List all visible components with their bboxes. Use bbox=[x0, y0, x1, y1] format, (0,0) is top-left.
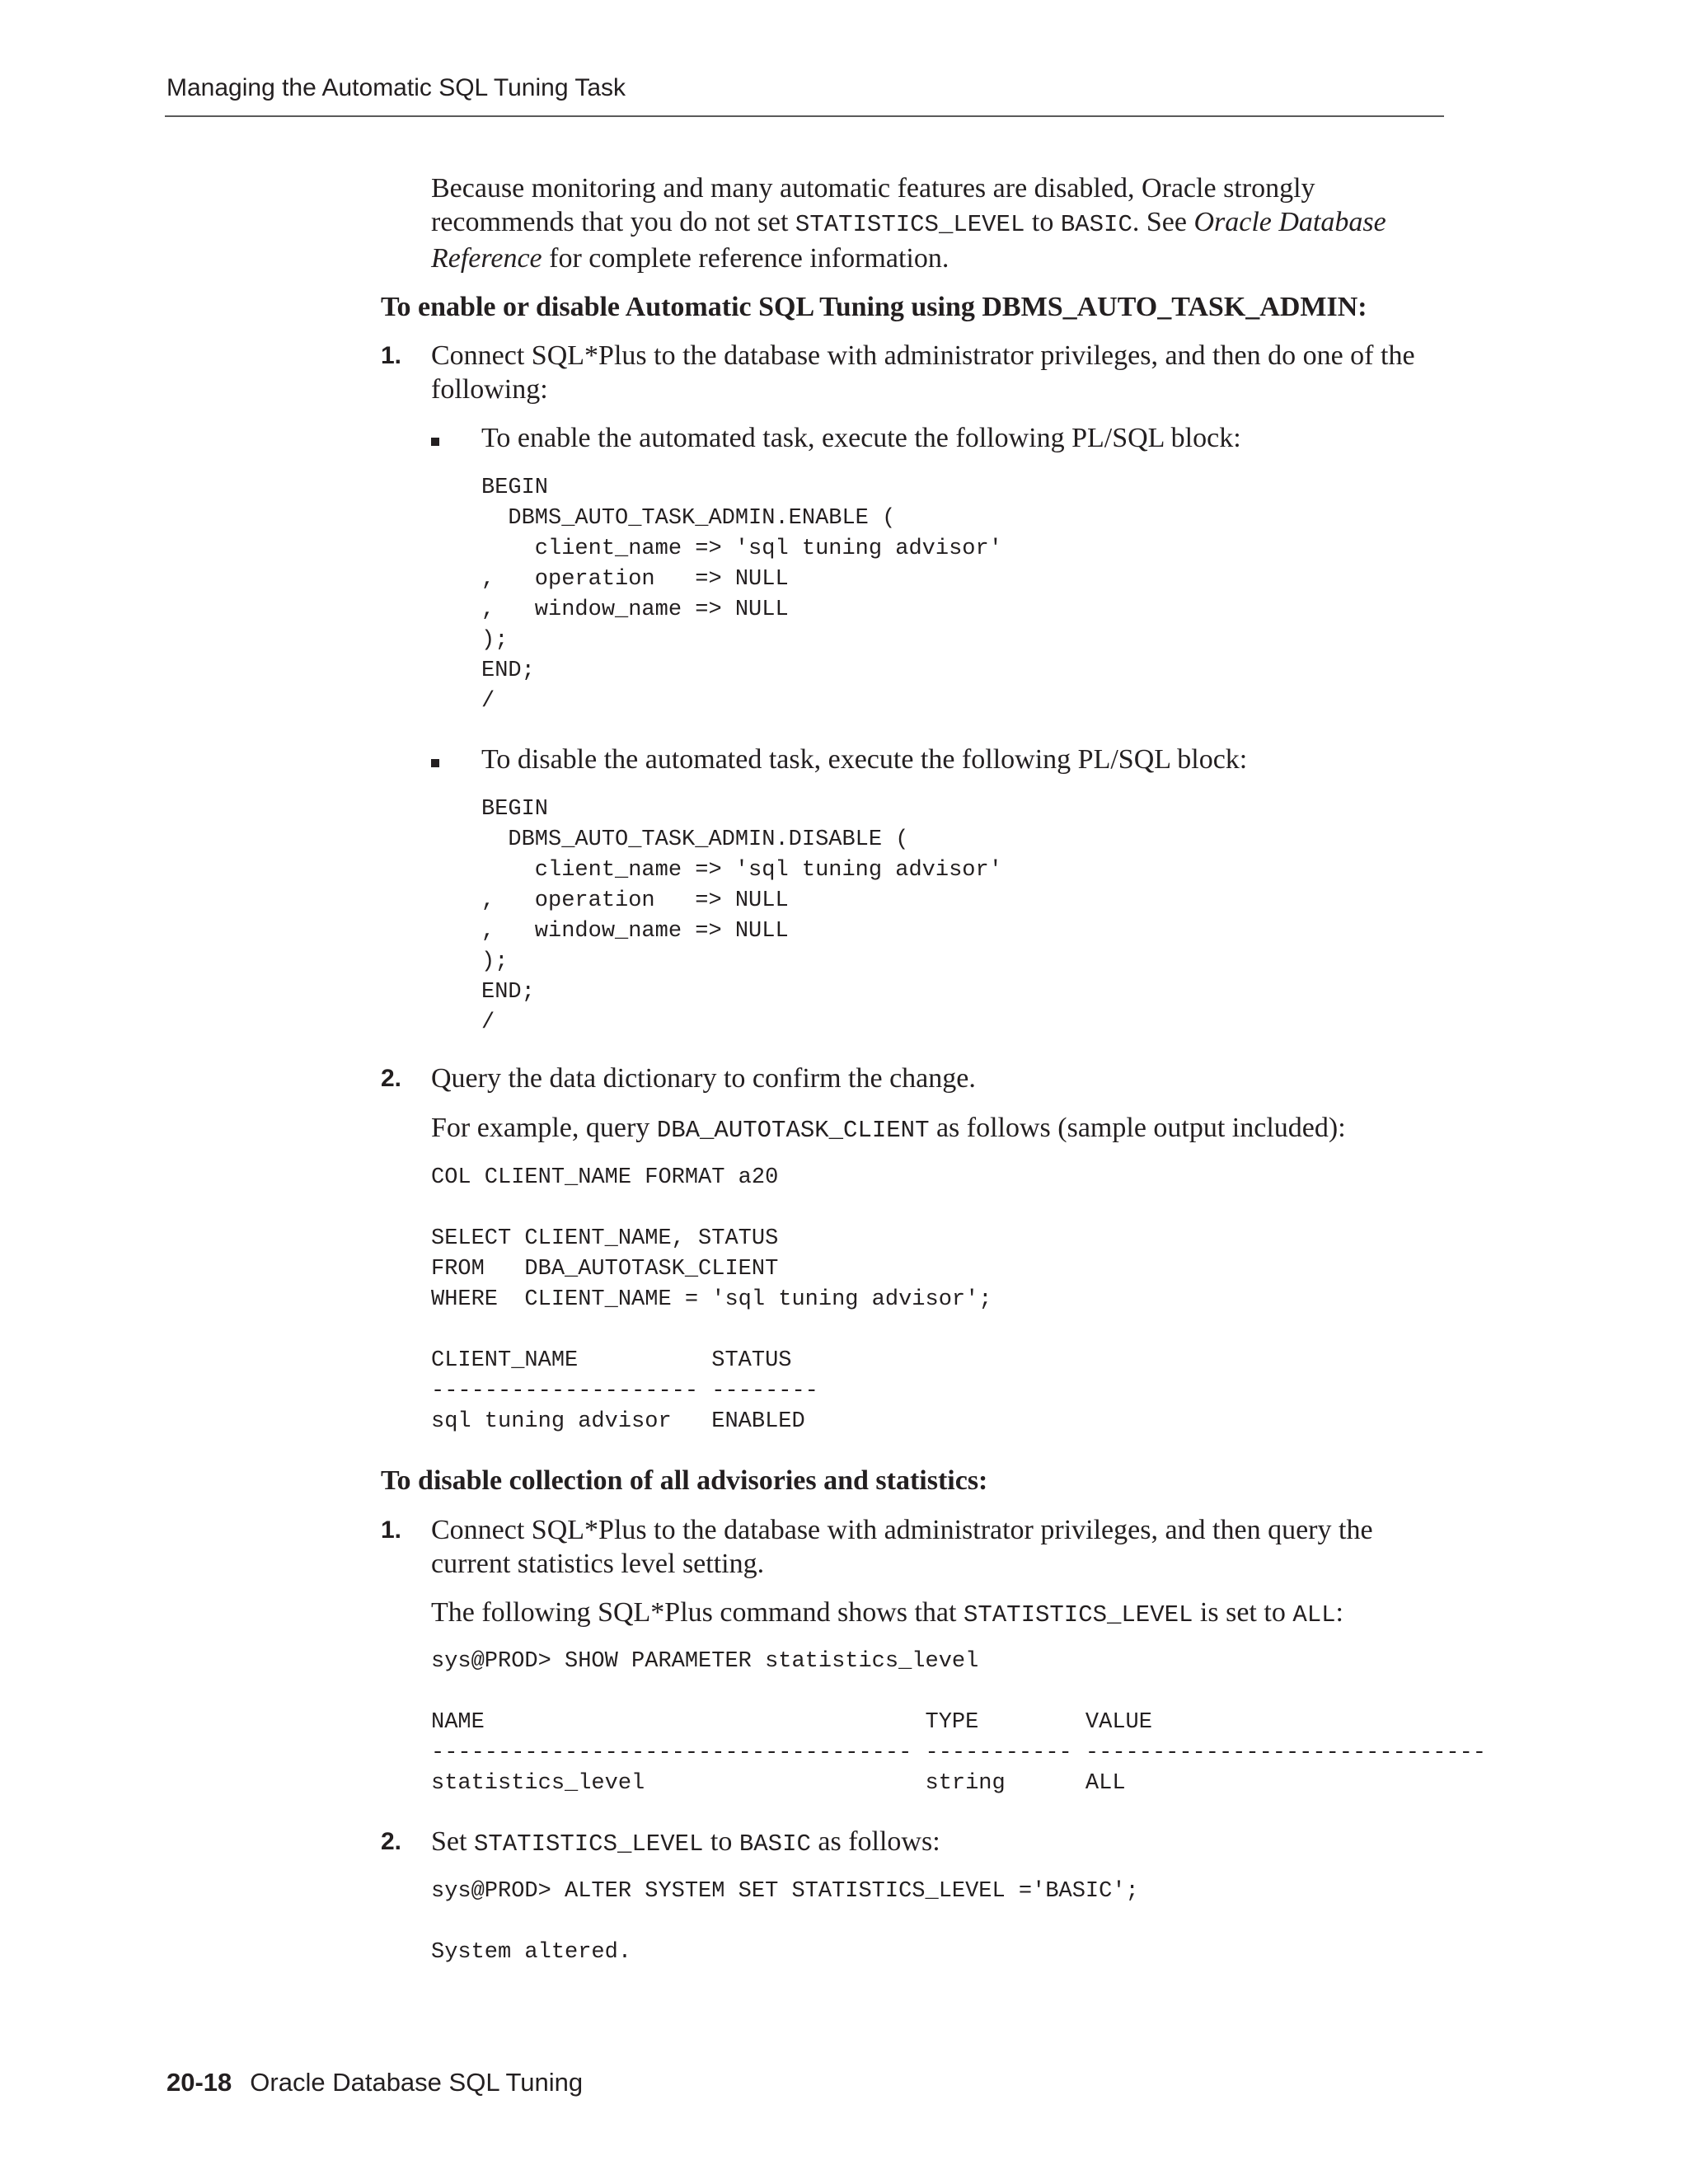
bullet-square-icon bbox=[431, 438, 439, 446]
section-heading-disable-collection: To disable collection of all advisories and statistics: bbox=[381, 1465, 988, 1496]
shows-text: : bbox=[1335, 1597, 1343, 1628]
section-heading-enable-disable: To enable or disable Automatic SQL Tuning using DBMS_AUTO_TASK_ADMIN: bbox=[381, 292, 1367, 322]
example-paragraph bbox=[431, 1111, 1445, 1147]
set-code-basic: BASIC bbox=[738, 1830, 811, 1858]
set-paragraph bbox=[431, 1825, 1445, 1861]
intro-text: . See bbox=[1132, 207, 1194, 237]
example-text: For example, query bbox=[431, 1113, 657, 1143]
set-code-statistics-level: STATISTICS_LEVEL bbox=[473, 1830, 704, 1858]
intro-code-statistics-level: STATISTICS_LEVEL bbox=[795, 211, 1025, 238]
example-text: as follows (sample output included): bbox=[929, 1113, 1346, 1143]
shows-text: is set to bbox=[1193, 1597, 1293, 1628]
code-block-alter-system: sys@PROD> ALTER SYSTEM SET STATISTICS_LEVEL ='BASIC'; System altered. bbox=[431, 1879, 1139, 1965]
intro-reference-title: Oracle Database Reference bbox=[431, 207, 1386, 274]
page-number: 20-18 bbox=[166, 2068, 232, 2097]
step-number: 1. bbox=[381, 342, 402, 369]
shows-code-all: ALL bbox=[1292, 1601, 1336, 1629]
step-number: 1. bbox=[381, 1516, 402, 1544]
shows-paragraph bbox=[431, 1596, 1445, 1632]
shows-code-statistics-level: STATISTICS_LEVEL bbox=[963, 1601, 1193, 1629]
step-text: Connect SQL*Plus to the database with administrator privileges, and then query the current statistics level setting. bbox=[431, 1515, 1373, 1579]
code-block-show-parameter: sys@PROD> SHOW PARAMETER statistics_level NAME TYPE VALUE ------------------------------------ ----------- ------------------------------ statistics_level string ALL bbox=[431, 1649, 1487, 1796]
code-block-query: COL CLIENT_NAME FORMAT a20 SELECT CLIENT_NAME, STATUS FROM DBA_AUTOTASK_CLIENT WHERE CLIENT_NAME = 'sql tuning advisor'; CLIENT_NAME STATUS -------------------- -------- sql tuning advisor ENABLED bbox=[431, 1165, 992, 1434]
bullet-text-disable: To disable the automated task, execute the following PL/SQL block: bbox=[481, 744, 1248, 775]
bullet-square-icon bbox=[431, 759, 439, 767]
set-text: as follows: bbox=[810, 1826, 940, 1857]
step-number: 2. bbox=[381, 1828, 402, 1855]
code-block-disable: BEGIN DBMS_AUTO_TASK_ADMIN.DISABLE ( client_name => 'sql tuning advisor' , operation => NULL , window_name => NULL ); END; / bbox=[481, 797, 1002, 1035]
intro-text: to bbox=[1025, 207, 1061, 237]
code-block-enable: BEGIN DBMS_AUTO_TASK_ADMIN.ENABLE ( client_name => 'sql tuning advisor' , operation => NULL , window_name => NULL ); END; / bbox=[481, 476, 1002, 714]
header-rule bbox=[165, 115, 1444, 117]
intro-text: Because monitoring and many automatic features are disabled, Oracle strongly recommends that you do not set bbox=[431, 173, 1315, 237]
intro-text: for complete reference information. bbox=[542, 243, 950, 274]
set-text: to bbox=[703, 1826, 739, 1857]
step-text: Query the data dictionary to confirm the change. bbox=[431, 1063, 976, 1094]
intro-paragraph bbox=[431, 171, 1445, 275]
shows-text: The following SQL*Plus command shows that bbox=[431, 1597, 964, 1628]
page-footer bbox=[166, 2068, 583, 2097]
running-header-title: Managing the Automatic SQL Tuning Task bbox=[166, 74, 626, 101]
intro-code-basic: BASIC bbox=[1060, 211, 1132, 238]
set-text: Set bbox=[431, 1826, 474, 1857]
book-title: Oracle Database SQL Tuning bbox=[250, 2068, 584, 2097]
step-text: Connect SQL*Plus to the database with administrator privileges, and then do one of the following: bbox=[431, 340, 1415, 405]
example-code-view-name: DBA_AUTOTASK_CLIENT bbox=[656, 1117, 930, 1144]
bullet-text-enable: To enable the automated task, execute the following PL/SQL block: bbox=[481, 423, 1241, 453]
step-number: 2. bbox=[381, 1065, 402, 1092]
